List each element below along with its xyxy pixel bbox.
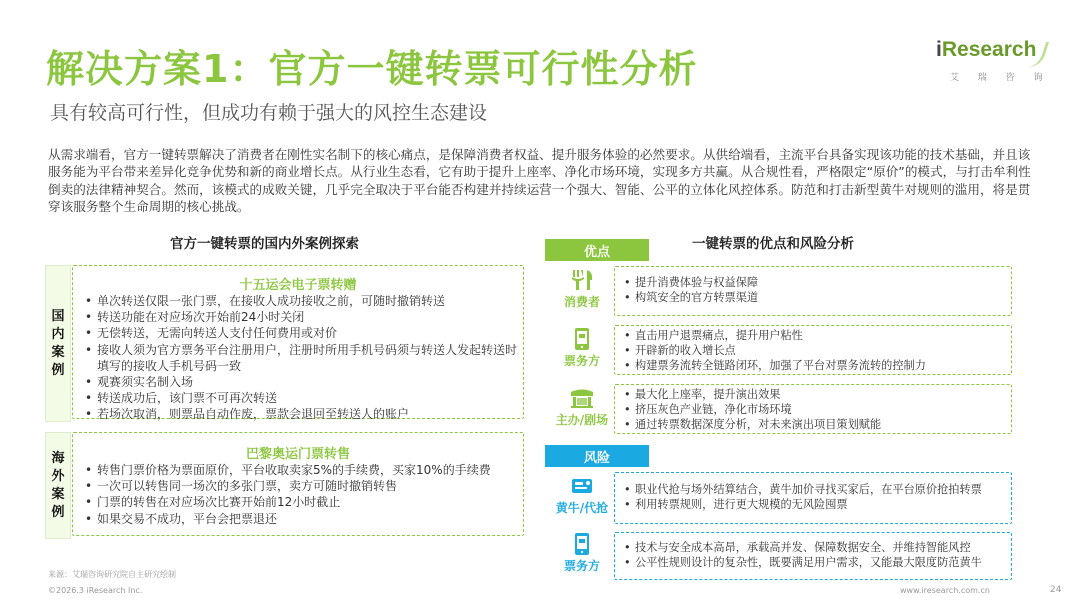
logo-prefix: i [936, 38, 942, 61]
overseas-case-box [72, 432, 524, 536]
ticketing-advantage-list [623, 328, 1007, 374]
role-ticketing-risk [545, 532, 619, 574]
consumer-advantage-list [623, 275, 1007, 305]
ticketing-advantage-box [614, 325, 1012, 375]
logo-main: Research [941, 38, 1037, 61]
domestic-case-list [83, 293, 517, 423]
overseas-label [45, 432, 71, 539]
role-label: 黄牛/代抢 [555, 501, 609, 515]
page-title: 解决方案1：官方一键转票可行性分析 [46, 47, 698, 91]
ticketing-risk-list [623, 540, 1007, 570]
role-scalper [545, 474, 619, 516]
role-label: 消费者 [563, 295, 600, 309]
organizer-advantage-list [623, 387, 1007, 433]
advantages-tag: 优点 [545, 239, 649, 261]
list-item: • 单次转送仅限一张门票，在接收人成功接收之前，可随时撤销转送 [83, 293, 517, 309]
list-item: • 构建票务流转全链路闭环，加强了平台对票务流转的控制力 [623, 358, 1007, 373]
logo-subtext: 艾 瑞 咨 询 [950, 73, 1051, 83]
role-ticketing [545, 327, 619, 369]
list-item: • 提升消费体验与权益保障 [623, 275, 1007, 290]
domestic-label [45, 265, 71, 422]
scalper-icon [569, 474, 595, 498]
risks-tag: 风险 [545, 445, 649, 467]
list-item: • 转送功能在对应场次开始前24小时关闭 [83, 309, 517, 325]
list-item: • 一次可以转售同一场次的多张门票，卖方可随时撤销转售 [83, 478, 517, 494]
ticketing-risk-box [614, 532, 1012, 580]
page-number: 24 [1050, 585, 1062, 595]
list-item: • 技术与安全成本高昂，承载高并发、保障数据安全、并维持智能风控 [623, 540, 1007, 555]
list-item: • 开辟新的收入增长点 [623, 343, 1007, 358]
list-item: • 若场次取消，则票品自动作废，票款会退回至转送人的账户 [83, 406, 517, 422]
website-url: www.iresearch.com.cn [900, 586, 990, 595]
iresearch-logo [930, 38, 1050, 88]
overseas-label-text: 海 外 案 例 [51, 450, 65, 520]
role-consumer [545, 268, 619, 310]
list-item: • 观赛须实名制入场 [83, 374, 517, 390]
domestic-case-title: 十五运会电子票转赠 [239, 278, 357, 293]
consumer-advantage-box [614, 266, 1012, 316]
list-item: • 直击用户退票痛点，提升用户粘性 [623, 328, 1007, 343]
left-section-title: 官方一键转票的国内外案例探索 [170, 236, 359, 252]
list-item: • 如果交易不成功，平台会把票退还 [83, 511, 517, 527]
list-item: • 最大化上座率，提升演出效果 [623, 387, 1007, 402]
source-note: 来源：艾瑞咨询研究院自主研究绘制 [48, 570, 176, 579]
consumer-icon [569, 268, 595, 292]
list-item: • 公平性规则设计的复杂性，既要满足用户需求，又能最大限度防范黄牛 [623, 555, 1007, 570]
ticketing-icon [569, 532, 595, 556]
list-item: • 利用转票规则，进行更大规模的无风险囤票 [623, 497, 1007, 512]
list-item: • 通过转票数据深度分析，对未来演出项目策划赋能 [623, 417, 1007, 432]
list-item: • 转售门票价格为票面原价，平台收取卖家5%的手续费，买家10%的手续费 [83, 462, 517, 478]
list-item: • 转送成功后，该门票不可再次转送 [83, 390, 517, 406]
role-label: 票务方 [563, 354, 600, 368]
copyright: ©2026.3 iResearch Inc. [48, 586, 143, 595]
ticketing-icon [569, 327, 595, 351]
intro-paragraph: 从需求端看，官方一键转票解决了消费者在刚性实名制下的核心痛点，是保障消费者权益、提升服务体验的必然要求。从供给端看，主流平台具备实现该功能的技术基础，并且该服务能为平台带来差异化竞争优势和新的商业增长点。从行业生态看，它有助于提升上座率、净化市场环境，实现多方共赢。从合规性看，严格限定“原价”的模式，与打击牟利性倒卖的法律精神契合。然而，该模式的成败关键，几乎完全取决于平台能否构建并持续运营一个强大、智能、公平的立体化风控体系。防范和打击新型黄牛对规则的滥用，将是贯穿该服务整个生命周期的核心挑战。 [48, 147, 1031, 214]
list-item: • 挤压灰色产业链，净化市场环境 [623, 402, 1007, 417]
page-subtitle: 具有较高可行性，但成功有赖于强大的风控生态建设 [50, 102, 488, 124]
list-item: • 无偿转送，无需向转送人支付任何费用或对价 [83, 325, 517, 341]
scalper-risk-list [623, 482, 1007, 512]
logo-wordmark [936, 38, 1036, 62]
overseas-case-title: 巴黎奥运门票转售 [245, 447, 350, 462]
role-label: 票务方 [563, 559, 600, 573]
domestic-label-text: 国 内 案 例 [51, 308, 65, 378]
domestic-case-box [72, 265, 524, 422]
organizer-icon [569, 386, 595, 410]
list-item: • 职业代抢与场外结算结合，黄牛加价寻找买家后，在平台原价抢拍转票 [623, 482, 1007, 497]
role-organizer [545, 386, 619, 428]
role-label: 主办/剧场 [555, 413, 609, 427]
overseas-case-list [83, 462, 517, 527]
organizer-advantage-box [614, 384, 1012, 434]
scalper-risk-box [614, 472, 1012, 524]
list-item: • 门票的转售在对应场次比赛开始前12小时截止 [83, 494, 517, 510]
list-item: • 构筑安全的官方转票渠道 [623, 290, 1007, 305]
right-section-title: 一键转票的优点和风险分析 [692, 236, 854, 252]
list-item: • 接收人须为官方票务平台注册用户，注册时所用手机号码须与转送人发起转送时填写的接收人手机号码一致 [83, 342, 517, 374]
